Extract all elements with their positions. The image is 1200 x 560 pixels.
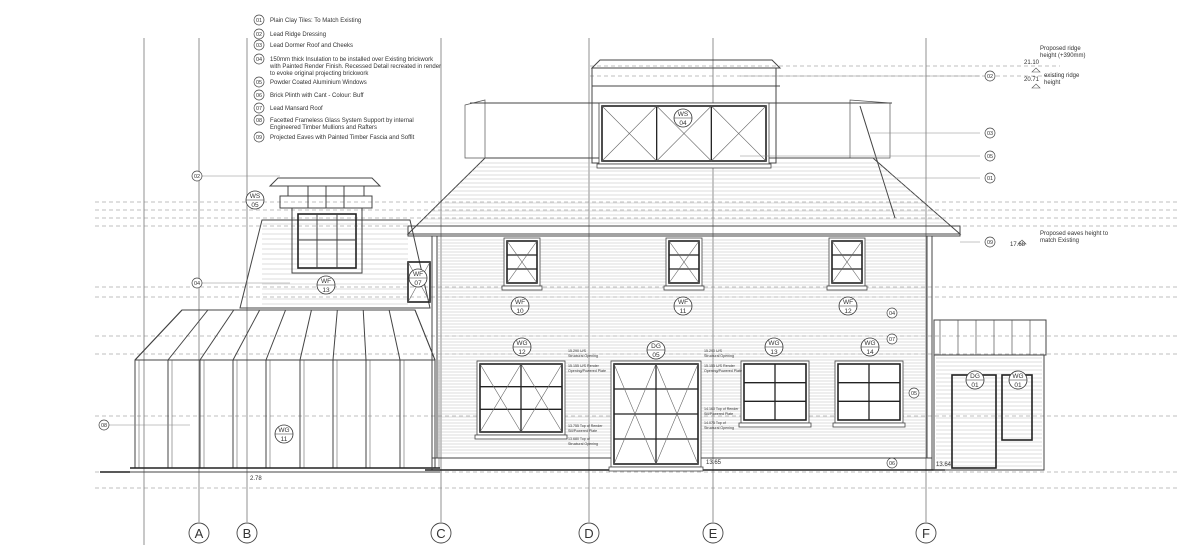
note-callout: 08	[100, 423, 108, 429]
note-callout: 04	[888, 311, 896, 317]
level-ground-main: 13.65	[706, 460, 722, 466]
opening-label: 13.755 Top of Render	[568, 424, 603, 428]
glass-rafter	[233, 310, 260, 360]
note-text: to evoke original projecting brickwork	[270, 71, 369, 77]
note-text: Projected Eaves with Painted Timber Fascia and Soffit	[270, 135, 415, 141]
level-eaves-label-1: Proposed eaves height to	[1040, 231, 1109, 237]
glass-rafter	[333, 310, 337, 360]
note-text: with Painted Render Finish. Recessed Detail recreated in render	[270, 64, 442, 70]
note-text: Lead Ridge Dressing	[270, 32, 327, 38]
window-tag-number: 04	[679, 120, 687, 127]
opening-label: 15.290 U/S	[704, 349, 722, 353]
window-tag-type: WF	[412, 271, 424, 278]
window-tag-number: 05	[652, 352, 660, 359]
note-number: 07	[255, 106, 263, 112]
opening-label: Structural Opening	[568, 354, 598, 358]
right-porch	[934, 320, 1046, 470]
note-callout: 01	[986, 176, 994, 182]
window-wg12	[475, 361, 567, 439]
level-ridge-existing-label-1: existing ridge	[1044, 73, 1080, 79]
window-tag-type: WG	[516, 340, 528, 347]
note-callout: 06	[888, 461, 896, 467]
note-text: Lead Dormer Roof and Cheeks	[270, 43, 354, 49]
window-tag-type: WG	[278, 427, 290, 434]
note-text: Engineered Timber Mullions and Rafters	[270, 125, 378, 131]
opening-label: Structural Opening	[704, 354, 734, 358]
note-number: 08	[255, 118, 263, 124]
window-tag-number: 10	[516, 308, 524, 315]
note-callout: 07	[888, 337, 896, 343]
note-number: 01	[255, 18, 263, 24]
window-wf11	[664, 238, 704, 290]
note-number: 06	[255, 93, 263, 99]
note-callout: 04	[193, 281, 201, 287]
note-callout: 05	[910, 391, 918, 397]
grid-label: E	[708, 526, 718, 541]
note-callout: 02	[986, 74, 994, 80]
window-tag-number: 01	[1014, 382, 1022, 389]
level-ground-right: 13.64	[936, 462, 952, 468]
note-text: Brick Plinth with Cant - Colour: Buff	[270, 93, 364, 99]
note-callout: 02	[193, 174, 201, 180]
note-text: 150mm thick Insulation to be installed over Existing brickwork	[270, 57, 434, 63]
grid-label: D	[584, 526, 594, 541]
window-tag-type: WF	[677, 299, 689, 306]
opening-label: 14.075 Top of	[704, 421, 726, 425]
left-wing	[240, 178, 430, 308]
note-callout: 05	[986, 154, 994, 160]
window-tag-number: 07	[414, 280, 422, 287]
note-text: Lead Mansard Roof	[270, 106, 323, 112]
note-number: 02	[255, 32, 263, 38]
level-ridge-existing-label-2: height	[1044, 80, 1061, 86]
note-callout: 03	[986, 131, 994, 137]
window-tag-number: 12	[844, 308, 852, 315]
grid-label: F	[922, 526, 930, 541]
door-dg05	[609, 361, 703, 471]
glass-rafter	[266, 310, 286, 360]
window-tag-number: 05	[251, 202, 259, 209]
glass-rafter	[168, 310, 208, 360]
window-wf12	[827, 238, 867, 290]
note-text: Plain Clay Tiles: To Match Existing	[270, 18, 362, 24]
window-tag-type: WG	[768, 340, 780, 347]
level-eaves-label-2: match Existing	[1040, 238, 1080, 244]
window-tag-type: WF	[514, 299, 526, 306]
opening-label: 13.680 Top of	[568, 437, 590, 441]
window-tag-number: 11	[679, 308, 687, 315]
opening-label: Opening/Powered Plate	[704, 369, 742, 373]
window-tag-type: WG	[864, 340, 876, 347]
window-tag-type: WS	[249, 193, 261, 200]
opening-label: Structural Opening	[568, 442, 598, 446]
opening-label: Sill/Powered Plate	[704, 412, 734, 416]
glass-rafter	[200, 310, 234, 360]
opening-label: Sill/Powered Plate	[568, 429, 598, 433]
window-tag-number: 13	[322, 287, 330, 294]
note-text: Facetted Frameless Glass System Support by internal	[270, 118, 414, 124]
level-ridge-proposed-label-2: height (+390mm)	[1040, 53, 1086, 59]
opening-label: 14.160 Top of Render	[704, 407, 739, 411]
window-tag-type: WG	[1012, 373, 1024, 380]
level-eaves: 17.68	[1010, 242, 1026, 248]
grid-lines	[144, 38, 926, 545]
window-wf10	[502, 238, 542, 290]
note-text: Powder Coated Aluminium Windows	[270, 80, 367, 86]
window-tag-number: 13	[770, 349, 778, 356]
grid-label: B	[242, 526, 252, 541]
grid-bubbles	[189, 523, 936, 543]
window-tag-type: WF	[320, 278, 332, 285]
window-wg14	[833, 361, 905, 427]
level-ridge-proposed-label-1: Proposed ridge	[1040, 46, 1081, 52]
opening-label: 15.290 U/S	[568, 349, 586, 353]
glass-rafter	[363, 310, 366, 360]
note-number: 05	[255, 80, 263, 86]
note-callout: 09	[986, 240, 994, 246]
opening-label: 15.155 U/S Render	[568, 364, 599, 368]
grid-label: C	[436, 526, 446, 541]
window-tag-number: 11	[280, 436, 288, 443]
window-tag-number: 14	[866, 349, 874, 356]
notes-legend	[254, 15, 441, 142]
opening-label: 15.155 U/S Render	[704, 364, 735, 368]
glass-extension	[130, 310, 440, 472]
note-number: 04	[255, 57, 263, 63]
grid-label: A	[194, 526, 204, 541]
level-ridge-proposed: 21.10	[1024, 60, 1040, 66]
level-ridge-existing: 20.71	[1024, 77, 1040, 83]
window-tag-number: 12	[518, 349, 526, 356]
opening-label: Structural Opening	[704, 426, 734, 430]
glass-rafter	[389, 310, 400, 360]
glass-rafter	[300, 310, 311, 360]
glass-rafter	[135, 310, 182, 360]
note-number: 03	[255, 43, 263, 49]
window-tag-type: WF	[842, 299, 854, 306]
note-number: 09	[255, 135, 263, 141]
window-wg13	[739, 361, 811, 427]
window-tag-number: 01	[971, 382, 979, 389]
window-tag-type: DG	[651, 343, 661, 350]
level-ground-left: 2.78	[250, 476, 262, 482]
opening-label: Opening/Powered Plate	[568, 369, 606, 373]
window-tag-type: WS	[677, 111, 689, 118]
window-tag-type: DG	[970, 373, 980, 380]
